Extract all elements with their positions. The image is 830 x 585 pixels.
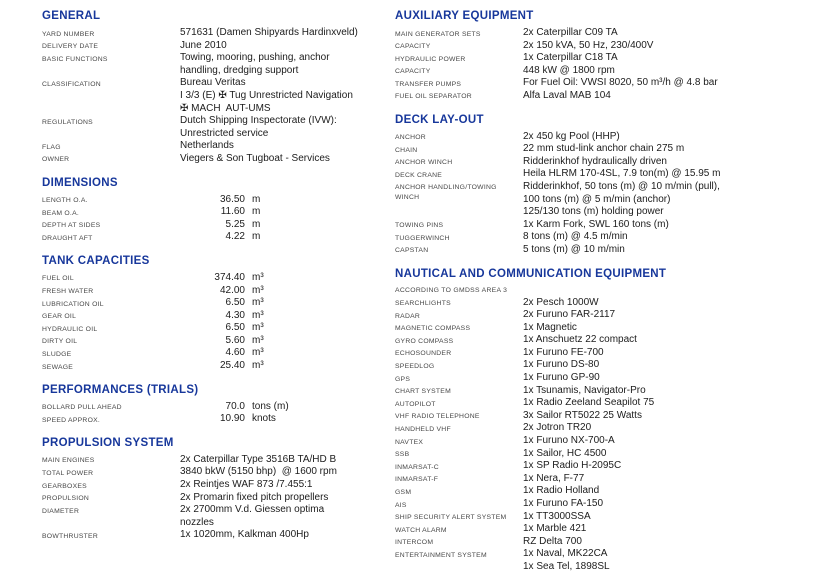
- spec-value: [523, 347, 604, 360]
- spec-value: [523, 156, 667, 169]
- spec-label: GYRO COMPASS: [395, 337, 454, 345]
- spec-value: [523, 334, 637, 347]
- spec-label: INMARSAT-C: [395, 463, 439, 471]
- spec-label: FUEL OIL: [42, 275, 74, 283]
- spec-row-capacity: [395, 40, 827, 53]
- spec-value-line: 125/130 tons (m) holding power: [523, 206, 664, 218]
- section-title: NAUTICAL AND COMMUNICATION EQUIPMENT: [395, 267, 667, 280]
- spec-label: ANCHOR: [395, 134, 426, 142]
- spec-label: OWNER: [42, 156, 70, 164]
- spec-label: GPS: [395, 375, 411, 383]
- spec-row-watch-alarm: [395, 523, 827, 536]
- spec-column-left: [42, 10, 390, 553]
- spec-column-right: [395, 10, 827, 585]
- spec-value-line: handling, dredging support: [180, 64, 299, 76]
- spec-row-echosounder: [395, 347, 827, 360]
- spec-row-vhf-radio-telephone: [395, 410, 827, 423]
- spec-value: [180, 310, 264, 323]
- spec-label: SPEED APPROX.: [42, 416, 101, 424]
- spec-value: [180, 401, 289, 414]
- spec-value: [180, 504, 324, 529]
- spec-value: [523, 523, 586, 536]
- spec-row-hydraulic-power: [395, 52, 827, 65]
- spec-label: CHART SYSTEM: [395, 388, 452, 396]
- spec-value-line: RZ Delta 700: [523, 535, 582, 547]
- spec-value-line: 22 mm stud-link anchor chain 275 m: [523, 143, 685, 155]
- section-nautical-and-communication-equipment: [395, 268, 827, 574]
- section-title: PERFORMANCES (TRIALS): [42, 383, 199, 396]
- spec-value: [523, 244, 625, 257]
- spec-label: SPEEDLOG: [395, 362, 435, 370]
- spec-value: [180, 335, 264, 348]
- spec-label: FRESH WATER: [42, 288, 94, 295]
- spec-value-number: 70.0: [225, 400, 245, 412]
- spec-value-line: 1x Anschuetz 22 compact: [523, 334, 637, 346]
- section-general: [42, 10, 390, 166]
- spec-value-line: 1x Caterpillar C18 TA: [523, 52, 618, 64]
- spec-label: SHIP SECURITY ALERT SYSTEM: [395, 514, 507, 522]
- spec-row-ship-security-alert-system: [395, 511, 827, 524]
- spec-value-number: 6.50: [225, 297, 245, 309]
- spec-label: GSM: [395, 488, 412, 496]
- spec-value-line: 2x Caterpillar Type 3516B TA/HD B: [180, 453, 337, 465]
- spec-label: BASIC FUNCTIONS: [42, 55, 108, 63]
- spec-row-navtex: [395, 435, 827, 448]
- spec-label: HYDRAULIC OIL: [42, 325, 98, 333]
- spec-label: MAGNETIC COMPASS: [395, 325, 471, 333]
- spec-value: [180, 231, 260, 244]
- section-tank-capacities: [42, 255, 390, 373]
- spec-label: NAVTEX: [395, 438, 424, 446]
- spec-label: CAPACITY: [395, 43, 431, 51]
- spec-label: ANCHOR HANDLING/TOWING WINCH: [395, 184, 497, 201]
- spec-label: CAPSTAN: [395, 247, 429, 255]
- spec-row-dirty-oil: [42, 335, 390, 348]
- spec-row-fuel-oil: [42, 272, 390, 285]
- spec-row-handheld-vhf: [395, 422, 827, 435]
- section-title: AUXILIARY EQUIPMENT: [395, 10, 534, 22]
- spec-row-towing-pins: [395, 219, 827, 232]
- spec-value-line: 1x 1020mm, Kalkman 400Hp: [180, 529, 309, 541]
- spec-value-line: 2x Caterpillar C09 TA: [523, 27, 618, 38]
- spec-value-line: 1x Furuno GP-90: [523, 372, 600, 384]
- spec-value: [523, 52, 618, 65]
- spec-row-regulations: [42, 115, 390, 140]
- section-title: DIMENSIONS: [42, 176, 118, 189]
- spec-value: [180, 347, 264, 360]
- spec-value-line: Bureau Veritas: [180, 77, 246, 89]
- spec-label: DECK CRANE: [395, 171, 443, 179]
- spec-label: HANDHELD VHF: [395, 425, 451, 433]
- spec-label: HYDRAULIC POWER: [395, 55, 466, 63]
- spec-value-unit: m³: [252, 360, 264, 372]
- section-performances-trials: [42, 384, 390, 426]
- spec-label: BOWTHRUSTER: [42, 532, 98, 540]
- spec-row-deck-crane: [395, 168, 827, 181]
- spec-label: CHAIN: [395, 146, 418, 154]
- spec-row-main-engines: [42, 454, 390, 467]
- spec-row-draught-aft: [42, 231, 390, 244]
- spec-row-total-power: [42, 466, 390, 479]
- spec-row-ssb: [395, 448, 827, 461]
- spec-value-line: 1x SP Radio H-2095C: [523, 460, 622, 472]
- spec-value: [180, 285, 264, 298]
- spec-value-unit: m³: [252, 322, 264, 334]
- spec-value: [523, 143, 684, 156]
- spec-row-speed-approx: [42, 413, 390, 426]
- spec-value-unit: knots: [252, 413, 276, 425]
- spec-value-number: 4.30: [225, 309, 245, 321]
- section-dimensions: [42, 177, 390, 244]
- spec-value-line: 448 kW @ 1800 rpm: [523, 64, 615, 76]
- spec-value-unit: m³: [252, 297, 264, 309]
- spec-value: [523, 219, 669, 232]
- spec-value: [180, 52, 330, 77]
- spec-label: TUGGERWINCH: [395, 234, 450, 242]
- spec-value-number: 11.60: [220, 206, 245, 218]
- spec-value-line: 1x Marble 421: [523, 523, 587, 535]
- spec-label: FLAG: [42, 143, 61, 151]
- spec-value-line: nozzles: [180, 516, 214, 528]
- section-title: TANK CAPACITIES: [42, 254, 150, 267]
- spec-value-line: 1x Furuno FA-150: [523, 498, 604, 509]
- spec-value-number: 36.50: [219, 193, 245, 205]
- spec-value-line: 2x 2700mm V.d. Giessen optima: [180, 504, 325, 516]
- spec-label: RADAR: [395, 312, 421, 320]
- spec-value: [523, 485, 599, 498]
- spec-row-anchor: [395, 131, 827, 144]
- spec-value: [523, 410, 642, 423]
- spec-value-number: 5.60: [225, 334, 245, 346]
- spec-row-searchlights: [395, 297, 827, 310]
- spec-row-gear-oil: [42, 310, 390, 323]
- spec-value: [523, 435, 615, 448]
- spec-label: PROPULSION: [42, 495, 90, 503]
- spec-value-line: For Fuel Oil: VWSI 8020, 50 m³/h @ 4.8 bar: [523, 77, 718, 89]
- spec-label: CLASSIFICATION: [42, 80, 101, 88]
- spec-value: [523, 90, 611, 103]
- spec-label: AUTOPILOT: [395, 400, 436, 408]
- spec-value-line: 2x Pesch 1000W: [523, 296, 599, 308]
- spec-value-unit: m³: [252, 309, 264, 321]
- spec-value-line: 1x TT3000SSA: [523, 510, 591, 522]
- spec-row-ais: [395, 498, 827, 511]
- spec-value: [180, 40, 227, 53]
- spec-label: MAIN GENERATOR SETS: [395, 30, 481, 38]
- spec-value-line: Ridderinkhof, 50 tons (m) @ 10 m/min (pull),: [523, 180, 720, 192]
- spec-value: [180, 492, 328, 505]
- spec-value: [523, 397, 654, 410]
- spec-value-number: 4.22: [225, 231, 245, 243]
- spec-value-line: 1x Radio Holland: [523, 485, 600, 497]
- spec-row-flag: [42, 140, 390, 153]
- spec-value: [523, 297, 599, 310]
- spec-value-line: Heila HLRM 170-4SL, 7.9 ton(m) @ 15.95 m: [523, 168, 721, 180]
- spec-label: DEPTH AT SIDES: [42, 222, 101, 230]
- spec-value: [523, 322, 577, 335]
- spec-value-line: 1x Sea Tel, 1898SL: [523, 560, 610, 572]
- spec-value: [180, 322, 264, 335]
- spec-value: [523, 422, 591, 435]
- spec-value-line: 3840 bkW (5150 bhp) @ 1600 rpm: [180, 466, 337, 478]
- spec-value-line: 1x Tsunamis, Navigator-Pro: [523, 384, 646, 396]
- spec-value: [180, 360, 264, 373]
- spec-row-fresh-water: [42, 285, 390, 298]
- spec-row-owner: [42, 153, 390, 166]
- spec-row-propulsion: [42, 492, 390, 505]
- spec-label: ANCHOR WINCH: [395, 159, 453, 167]
- spec-value-number: 374.40: [214, 271, 245, 283]
- spec-row-inmarsat-f: [395, 473, 827, 486]
- spec-row-capstan: [395, 244, 827, 257]
- spec-value: [523, 372, 600, 385]
- spec-row-main-generator-sets: [395, 27, 827, 40]
- spec-value-line: 1x Nera, F-77: [523, 472, 585, 484]
- spec-value-number: 5.25: [225, 218, 245, 230]
- spec-value-line: 571631 (Damen Shipyards Hardinxveld): [180, 27, 358, 38]
- spec-label: GEARBOXES: [42, 482, 87, 490]
- spec-value-line: Towing, mooring, pushing, anchor: [180, 52, 330, 64]
- spec-value: [523, 309, 615, 322]
- spec-value: [523, 536, 582, 549]
- spec-value-line: 1x Sailor, HC 4500: [523, 447, 607, 459]
- spec-value: [523, 498, 603, 511]
- spec-value-line: 2x Jotron TR20: [523, 422, 592, 434]
- spec-row-yard-number: [42, 27, 390, 40]
- spec-row-sewage: [42, 360, 390, 373]
- spec-value-unit: m³: [252, 334, 264, 346]
- spec-value-unit: m: [252, 231, 261, 243]
- spec-value-line: 1x Radio Zeeland Seapilot 75: [523, 397, 655, 409]
- spec-row-gearboxes: [42, 479, 390, 492]
- spec-row-transfer-pumps: [395, 77, 827, 90]
- spec-label: MAIN ENGINES: [42, 457, 95, 465]
- spec-label: LENGTH O.A.: [42, 197, 88, 205]
- section-propulsion-system: [42, 437, 390, 542]
- spec-value-line: 2x 450 kg Pool (HHP): [523, 130, 620, 142]
- spec-value: [523, 40, 653, 53]
- spec-value-line: Netherlands: [180, 140, 234, 152]
- spec-label: SLUDGE: [42, 350, 72, 358]
- spec-label: SEARCHLIGHTS: [395, 300, 451, 307]
- spec-row-capacity: [395, 65, 827, 78]
- section-deck-lay-out: [395, 114, 827, 257]
- spec-value-line: 1x Furuno FE-700: [523, 346, 604, 358]
- spec-value-unit: m: [252, 218, 261, 230]
- spec-value: [180, 479, 312, 492]
- spec-label: FUEL OIL SEPARATOR: [395, 93, 472, 101]
- spec-row-bowthruster: [42, 529, 390, 542]
- spec-value-unit: m³: [252, 284, 264, 296]
- spec-value-line: 100 tons (m) @ 5 m/min (anchor): [523, 193, 671, 205]
- spec-label: INMARSAT-F: [395, 476, 439, 484]
- spec-row-classification: [42, 77, 390, 115]
- spec-value: [180, 454, 336, 467]
- spec-value: [523, 359, 599, 372]
- spec-value-line: 1x Furuno NX-700-A: [523, 435, 615, 447]
- spec-value: [180, 77, 353, 115]
- spec-row-bollard-pull-ahead: [42, 401, 390, 414]
- spec-label: DELIVERY DATE: [42, 43, 99, 51]
- spec-row-autopilot: [395, 397, 827, 410]
- spec-value: [180, 466, 337, 479]
- spec-label: WATCH ALARM: [395, 526, 447, 534]
- spec-value-line: June 2010: [180, 39, 227, 51]
- spec-value-line: 2x Furuno FAR-2117: [523, 309, 616, 321]
- spec-value: [523, 511, 591, 524]
- section-subtitle: ACCORDING TO GMDSS AREA 3: [395, 286, 508, 294]
- spec-value: [523, 548, 610, 573]
- spec-value: [180, 413, 276, 426]
- spec-value-line: 1x Furuno DS-80: [523, 359, 600, 371]
- spec-row-hydraulic-oil: [42, 322, 390, 335]
- spec-row-length-o-a: [42, 194, 390, 207]
- spec-value-line: ✠ MACH AUT-UMS: [180, 102, 271, 114]
- spec-row-speedlog: [395, 359, 827, 372]
- section-title: GENERAL: [42, 10, 101, 22]
- spec-value-line: 5 tons (m) @ 10 m/min: [523, 243, 625, 255]
- spec-row-magnetic-compass: [395, 322, 827, 335]
- spec-value: [180, 206, 260, 219]
- spec-value-line: 3x Sailor RT5022 25 Watts: [523, 409, 642, 421]
- spec-value: [523, 448, 606, 461]
- spec-value: [180, 153, 330, 166]
- spec-row-gps: [395, 372, 827, 385]
- spec-row-anchor-winch: [395, 156, 827, 169]
- spec-row-fuel-oil-separator: [395, 90, 827, 103]
- section-title: PROPULSION SYSTEM: [42, 436, 174, 449]
- spec-label: DIAMETER: [42, 507, 80, 515]
- spec-value: [180, 194, 260, 207]
- spec-label: YARD NUMBER: [42, 30, 95, 38]
- spec-value: [180, 529, 309, 542]
- spec-row-gyro-compass: [395, 334, 827, 347]
- spec-value-number: 6.50: [225, 322, 245, 334]
- section-title: DECK LAY-OUT: [395, 113, 484, 126]
- spec-label: TOWING PINS: [395, 222, 444, 230]
- spec-value-line: 1x Naval, MK22CA: [523, 548, 608, 560]
- spec-value: [523, 77, 718, 90]
- spec-value: [523, 27, 618, 40]
- spec-value-line: Ridderinkhof hydraulically driven: [523, 155, 667, 167]
- section-auxiliary-equipment: [395, 10, 827, 103]
- spec-label: AIS: [395, 501, 407, 509]
- spec-value: [523, 473, 584, 486]
- spec-value-number: 10.90: [219, 413, 245, 425]
- spec-row-entertainment-system: [395, 548, 827, 573]
- spec-row-sludge: [42, 347, 390, 360]
- spec-value-unit: tons (m): [252, 400, 289, 412]
- spec-row-chart-system: [395, 385, 827, 398]
- spec-value-line: 1x Karm Fork, SWL 160 tons (m): [523, 218, 669, 230]
- spec-value: [180, 219, 260, 232]
- spec-row-diameter: [42, 504, 390, 529]
- spec-value: [180, 27, 358, 40]
- spec-row-radar: [395, 309, 827, 322]
- spec-value-line: Viegers & Son Tugboat - Services: [180, 152, 330, 164]
- spec-label: INTERCOM: [395, 539, 434, 547]
- spec-value-line: Unrestricted service: [180, 127, 269, 139]
- spec-value-line: 1x Magnetic: [523, 321, 577, 333]
- spec-value: [523, 385, 646, 398]
- spec-row-anchor-handling-towing-winch: [395, 181, 827, 219]
- spec-label: TOTAL POWER: [42, 469, 94, 477]
- spec-value-line: I 3/3 (E) ✠ Tug Unrestricted Navigation: [180, 89, 353, 101]
- spec-label: SSB: [395, 451, 410, 459]
- spec-value-line: 2x Reintjes WAF 873 /7.455:1: [180, 479, 313, 491]
- spec-value: [523, 65, 615, 78]
- spec-label: LUBRICATION OIL: [42, 300, 104, 308]
- spec-value-line: Alfa Laval MAB 104: [523, 89, 611, 101]
- spec-label: VHF RADIO TELEPHONE: [395, 413, 480, 421]
- spec-row-intercom: [395, 536, 827, 549]
- spec-row-delivery-date: [42, 40, 390, 53]
- spec-row-basic-functions: [42, 52, 390, 77]
- spec-value-line: 8 tons (m) @ 4.5 m/min: [523, 231, 628, 243]
- spec-value-line: 2x Promarin fixed pitch propellers: [180, 491, 329, 503]
- spec-value-line: 2x 150 kVA, 50 Hz, 230/400V: [523, 39, 654, 51]
- spec-value: [523, 231, 628, 244]
- spec-label: TRANSFER PUMPS: [395, 80, 462, 88]
- spec-label: BEAM O.A.: [42, 209, 79, 217]
- spec-value: [523, 131, 620, 144]
- spec-value: [180, 297, 264, 310]
- spec-value: [523, 181, 720, 219]
- spec-value-unit: m³: [252, 271, 264, 283]
- spec-value: [180, 272, 264, 285]
- spec-value-line: Dutch Shipping Inspectorate (IVW):: [180, 115, 337, 127]
- spec-value: [523, 168, 720, 181]
- spec-label: GEAR OIL: [42, 313, 77, 321]
- spec-label: DIRTY OIL: [42, 338, 78, 346]
- spec-value-unit: m³: [252, 347, 264, 359]
- spec-value-number: 42.00: [219, 284, 245, 296]
- spec-value-unit: m: [252, 206, 261, 218]
- spec-row-depth-at-sides: [42, 219, 390, 232]
- spec-label: DRAUGHT AFT: [42, 234, 93, 242]
- spec-row-tuggerwinch: [395, 231, 827, 244]
- spec-row-beam-o-a: [42, 206, 390, 219]
- spec-value-number: 4.60: [225, 347, 245, 359]
- spec-label: REGULATIONS: [42, 118, 93, 126]
- spec-value: [180, 140, 234, 153]
- spec-label: ECHOSOUNDER: [395, 350, 452, 358]
- spec-value: [180, 115, 337, 140]
- spec-label: CAPACITY: [395, 68, 431, 76]
- spec-row-gsm: [395, 485, 827, 498]
- spec-label: SEWAGE: [42, 363, 74, 371]
- spec-label: BOLLARD PULL AHEAD: [42, 404, 122, 412]
- spec-row-inmarsat-c: [395, 460, 827, 473]
- spec-value-number: 25.40: [219, 360, 245, 372]
- spec-label: ENTERTAINMENT SYSTEM: [395, 551, 487, 559]
- spec-row-lubrication-oil: [42, 297, 390, 310]
- spec-value-unit: m: [252, 193, 261, 205]
- spec-row-chain: [395, 143, 827, 156]
- spec-value: [523, 460, 621, 473]
